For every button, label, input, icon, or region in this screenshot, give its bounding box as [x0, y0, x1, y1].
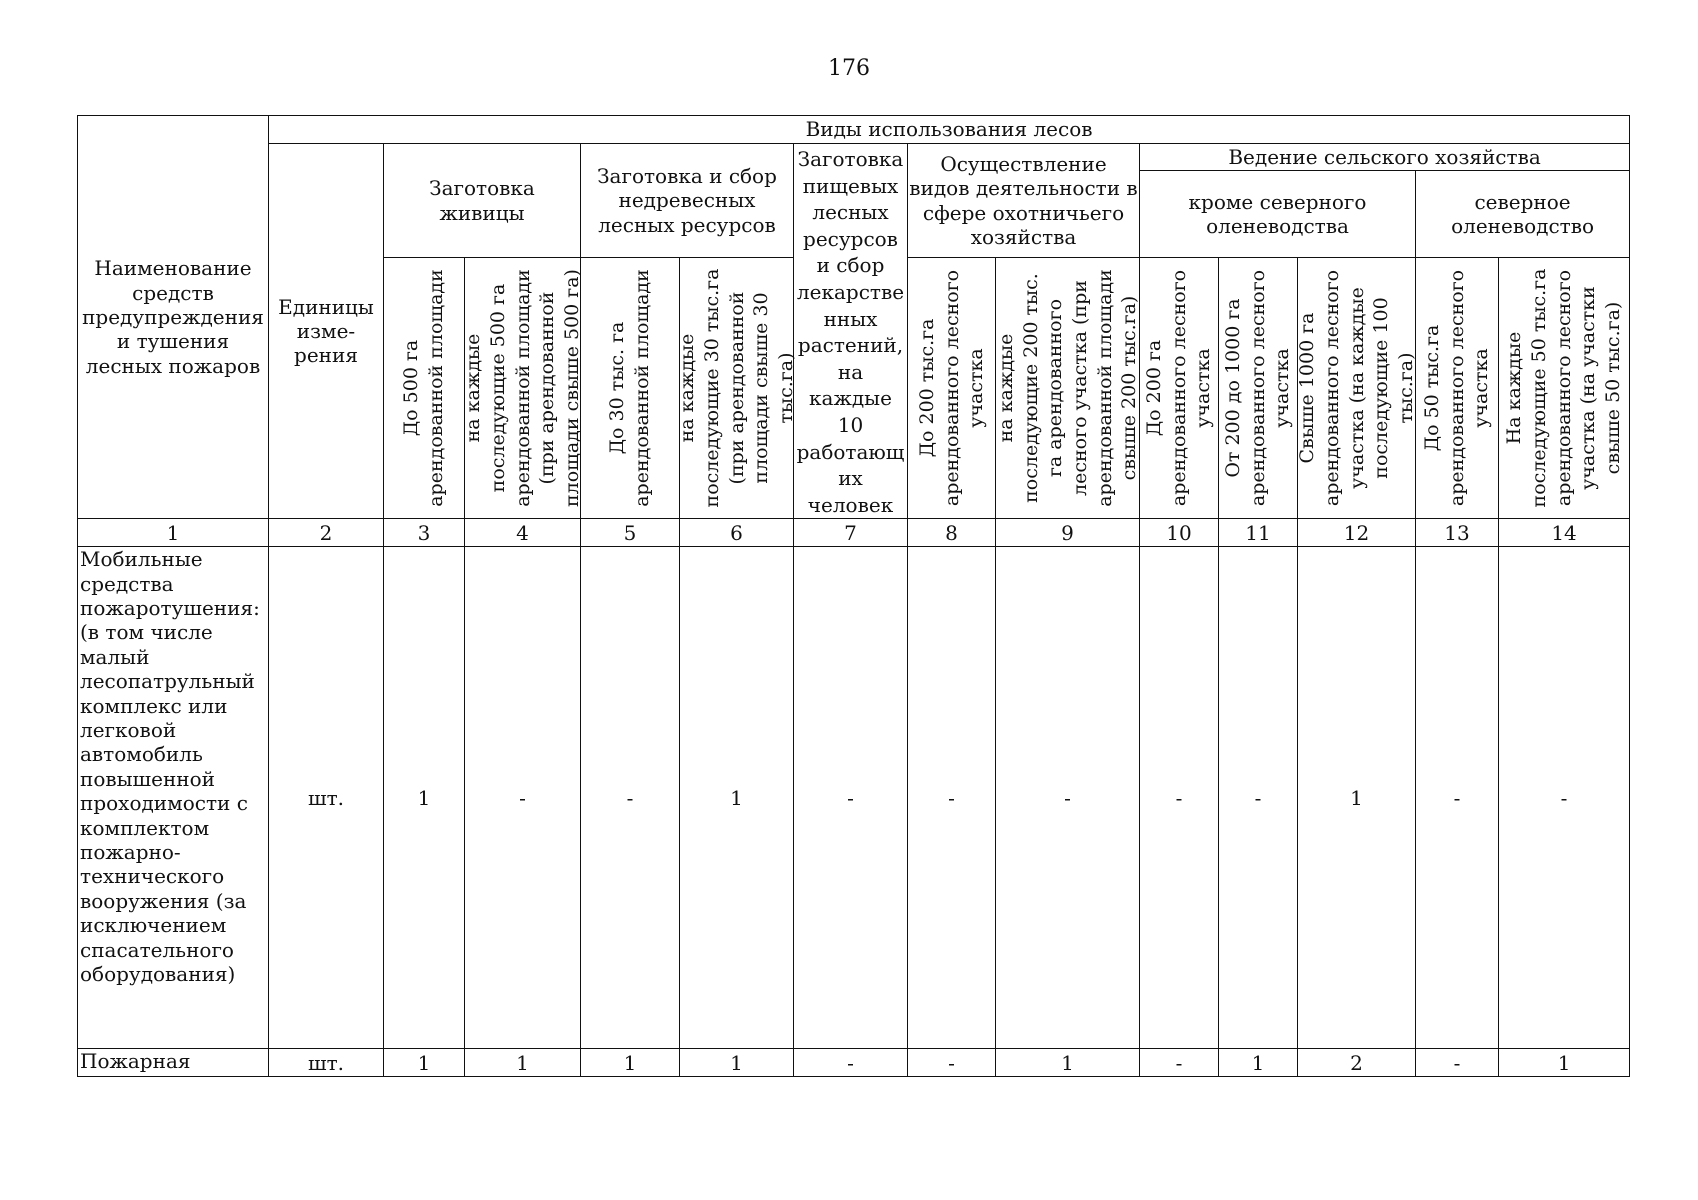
header-col-11: От 200 до 1000 га арендованного лесного участка	[1219, 258, 1298, 519]
row-name: Пожарная	[78, 1049, 269, 1077]
column-number: 2	[269, 519, 384, 547]
table-cell: -	[1140, 547, 1219, 1049]
column-number: 13	[1416, 519, 1499, 547]
header-col-12: Свыше 1000 га арендованного лесного участка (на каждые последующие 100 тыс.га)	[1298, 258, 1416, 519]
header-nonwood: Заготовка и сбор недревесных лесных ресурсов	[581, 144, 794, 258]
table-cell: 1	[996, 1049, 1140, 1077]
header-agriculture: Ведение сельского хозяйства	[1140, 144, 1630, 171]
table-cell: 1	[680, 1049, 794, 1077]
table-cell: 1	[1219, 1049, 1298, 1077]
column-number: 14	[1499, 519, 1630, 547]
header-forest-use: Виды использования лесов	[269, 116, 1630, 144]
header-except-reindeer: кроме северного оленеводства	[1140, 170, 1416, 257]
table-cell: -	[908, 1049, 996, 1077]
forest-fire-equipment-table	[77, 115, 1630, 1077]
column-number: 8	[908, 519, 996, 547]
table-cell: -	[1499, 547, 1630, 1049]
table-cell: 1	[680, 547, 794, 1049]
column-number: 12	[1298, 519, 1416, 547]
table-cell: -	[996, 547, 1140, 1049]
row-unit: шт.	[269, 1049, 384, 1077]
table-cell: -	[794, 547, 908, 1049]
column-number: 6	[680, 519, 794, 547]
column-number: 9	[996, 519, 1140, 547]
header-resin: Заготовка живицы	[384, 144, 581, 258]
table-cell: 2	[1298, 1049, 1416, 1077]
header-units-col: Единицы изме-рения	[269, 144, 384, 519]
header-col-10: До 200 га арендованного лесного участка	[1140, 258, 1219, 519]
table-cell: 1	[581, 1049, 680, 1077]
table-cell: -	[465, 547, 581, 1049]
row-name: Мобильные средства пожаротушения: (в том числе малый лесопатрульный комплекс или легковой автомобиль повышенной проходимости с комплектом пожарно-технического вооружения (за исключением спасательного оборудования)	[78, 547, 269, 1049]
header-col-9: на каждые последующие 200 тыс. га арендованного лесного участка (при арендованной площади свыше 200 тыс.га)	[996, 258, 1140, 519]
table-cell: 1	[384, 547, 465, 1049]
table-cell: -	[1416, 1049, 1499, 1077]
header-col-6: на каждые последующие 30 тыс.га (при арендованной площади свыше 30 тыс.га)	[680, 258, 794, 519]
table-cell: -	[1219, 547, 1298, 1049]
header-col-5: До 30 тыс. га арендованной площади	[581, 258, 680, 519]
header-name-col: Наименование средств предупреждения и тушения лесных пожаров	[78, 116, 269, 519]
table-cell: 1	[1298, 547, 1416, 1049]
header-col-4: на каждые последующие 500 га арендованной площади (при арендованной площади свыше 500 га)	[465, 258, 581, 519]
column-number: 10	[1140, 519, 1219, 547]
page-number: 176	[828, 56, 870, 81]
header-col-13: До 50 тыс.га арендованного лесного участка	[1416, 258, 1499, 519]
header-reindeer: северное оленеводство	[1416, 170, 1630, 257]
column-number: 7	[794, 519, 908, 547]
column-number: 5	[581, 519, 680, 547]
column-number: 11	[1219, 519, 1298, 547]
table-cell: -	[908, 547, 996, 1049]
table-cell: 1	[384, 1049, 465, 1077]
table-cell: 1	[1499, 1049, 1630, 1077]
table-cell: -	[1416, 547, 1499, 1049]
table-cell: 1	[465, 1049, 581, 1077]
table-cell: -	[794, 1049, 908, 1077]
header-hunting: Осуществление видов деятельности в сфере охотничьего хозяйства	[908, 144, 1140, 258]
header-col-14: На каждые последующие 50 тыс.га арендованного лесного участка (на участки свыше 50 тыс.га)	[1499, 258, 1630, 519]
column-number: 1	[78, 519, 269, 547]
table-row	[78, 1049, 1630, 1077]
table-row	[78, 547, 1630, 1049]
column-number: 4	[465, 519, 581, 547]
table-cell: -	[581, 547, 680, 1049]
header-col-8: До 200 тыс.га арендованного лесного участка	[908, 258, 996, 519]
header-col-3: До 500 га арендованной площади	[384, 258, 465, 519]
row-unit: шт.	[269, 547, 384, 1049]
header-food: Заготовка пищевых лесных ресурсов и сбор лекарстве нных растений, на каждые 10 работающ их человек	[794, 144, 908, 519]
column-number: 3	[384, 519, 465, 547]
table-cell: -	[1140, 1049, 1219, 1077]
column-numbers-row	[78, 519, 1630, 547]
